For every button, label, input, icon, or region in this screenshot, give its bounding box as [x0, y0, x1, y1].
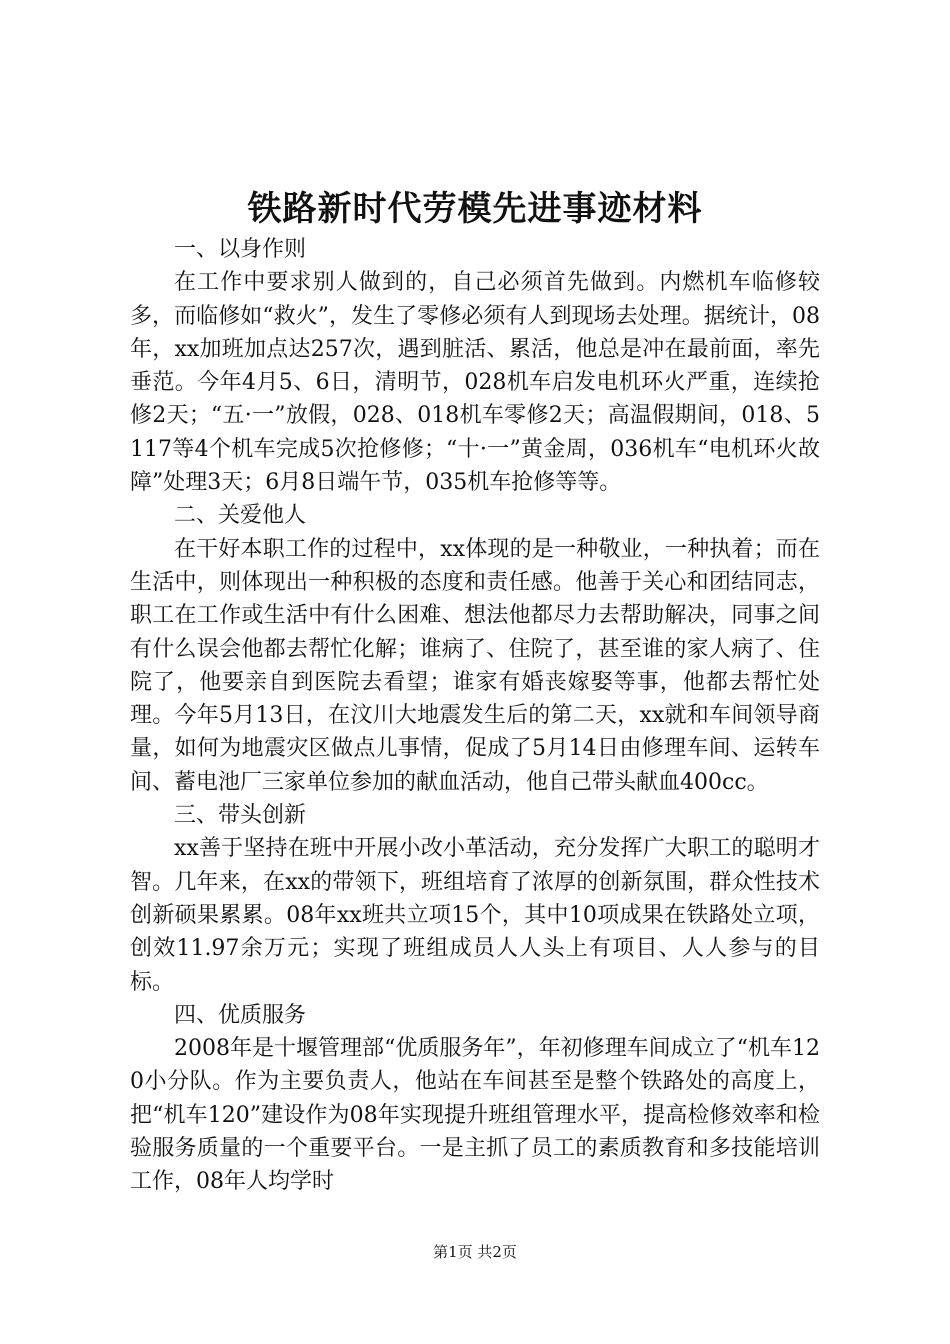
section-heading-3: 三、带头创新 — [174, 803, 307, 829]
page-number: 第1页 共2页 — [433, 1243, 517, 1261]
section-heading-1: 一、以身作则 — [174, 237, 307, 262]
section-paragraph-3: xx善于坚持在班中开展小改小革活动，充分发挥广大职工的聪明才智。几年来，在xx的带领下，班组培育了浓厚的创新氛围，群众性技术创新硕果累累。08年xx班共立项15个，其中10项成果在铁路处立项，创效11.97余万元；实现了班组成员人人头上有项目、人人参与的目标。 — [130, 836, 820, 995]
section-paragraph-2: 在干好本职工作的过程中，xx体现的是一种敬业，一种执着；而在生活中，则体现出一种积极的态度和责任感。他善于关心和团结同志，职工在工作或生活中有什么困难、想法他都尽力去帮助解决，同事之间有什么误会他都去帮忙化解；谁病了、住院了，甚至谁的家人病了、住院了，他要亲自到医院去看望；谁家有婚丧嫁娶等事，他都去帮忙处理。今年5月13日，在汶川大地震发生后的第二天，xx就和车间领导商量，如何为地震灾区做点儿事情，促成了5月14日由修理车间、运转车间、蓄电池厂三家单位参加的献血活动，他自己带头献血400cc。 — [130, 536, 820, 795]
section-heading-2: 二、关爱他人 — [174, 503, 307, 529]
section-heading-4: 四、优质服务 — [174, 1002, 307, 1028]
section-paragraph-1: 在工作中要求别人做到的，自己必须首先做到。内燃机车临修较多，而临修如“救火”，发生了零修必须有人到现场去处理。据统计，08年，xx加班加点达257次，遇到脏活、累活，他总是冲在最前面，率先垂范。今年4月5、6日，清明节，028机车启发电机环火严重，连续抢修2天；“五·一”放假，028、018机车零修2天；高温假期间，018、5117等4个机车完成5次抢修修；“十·一”黄金周，036机车“电机环火故障”处理3天；6月8日端午节，035机车抢修等等。 — [130, 270, 820, 496]
document-title: 铁路新时代劳模先进事迹材料 — [247, 189, 703, 229]
document-body — [130, 233, 820, 1199]
section-paragraph-4: 2008年是十堰管理部“优质服务年”，年初修理车间成立了“机车120小分队。作为主要负责人，他站在车间甚至是整个铁路处的高度上，把“机车120”建设作为08年实现提升班组管理水平，提高检修效率和检验服务质量的一个重要平台。一是主抓了员工的素质教育和多技能培训工作，08年人均学时 — [130, 1036, 820, 1195]
